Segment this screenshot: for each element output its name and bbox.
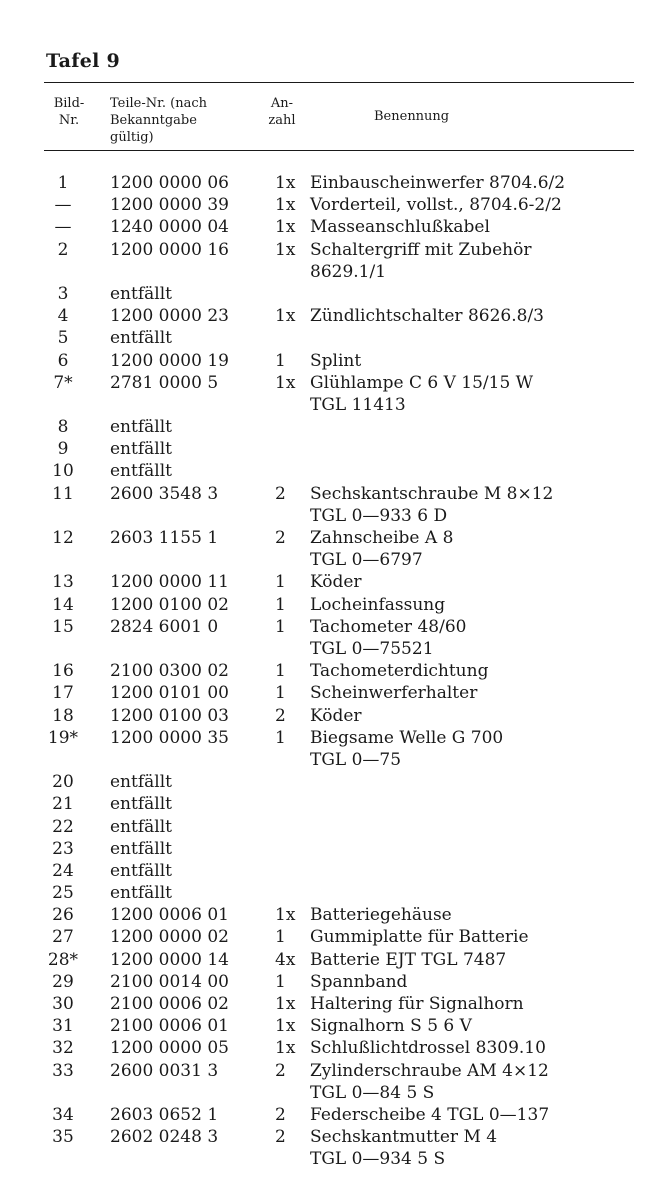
anzahl: 1	[275, 594, 286, 615]
anzahl: 1x	[275, 905, 296, 926]
header-teile-nr	[110, 95, 250, 146]
bild-nr: 11	[52, 483, 74, 504]
teile-nr: entfällt	[110, 439, 172, 460]
benennung-line: Batteriegehäuse	[310, 905, 452, 926]
anzahl: 1	[275, 616, 286, 637]
teile-nr: 2603 1155 1	[110, 528, 219, 549]
anzahl: 2	[275, 705, 286, 726]
bild-nr: 12	[52, 528, 74, 549]
bild-nr: 30	[52, 994, 74, 1015]
benennung	[310, 971, 640, 993]
teile-nr: entfällt	[110, 794, 172, 815]
table-row	[0, 1126, 660, 1170]
benennung	[310, 1126, 640, 1170]
table-row	[0, 993, 660, 1015]
benennung-line: TGL 0—6797	[310, 550, 423, 571]
bild-nr: 29	[52, 971, 74, 992]
benennung	[310, 350, 640, 372]
benennung-line: Tachometer 48/60	[310, 616, 467, 637]
teile-nr: 2100 0300 02	[110, 661, 229, 682]
bild-nr: 10	[52, 461, 74, 482]
teile-nr: entfällt	[110, 461, 172, 482]
bild-nr: 15	[52, 616, 74, 637]
teile-nr: entfällt	[110, 860, 172, 881]
teile-nr: entfällt	[110, 772, 172, 793]
benennung	[310, 660, 640, 682]
benennung	[310, 1037, 640, 1059]
bild-nr: 21	[52, 794, 74, 815]
header-bild-line: Bild-	[53, 96, 85, 111]
table-row	[0, 1015, 660, 1037]
benennung-line: Schaltergriff mit Zubehör	[310, 239, 532, 260]
teile-nr: 1200 0100 03	[110, 705, 229, 726]
benennung	[310, 727, 640, 771]
bild-nr: 3	[57, 283, 69, 304]
benennung	[310, 616, 640, 660]
table-row	[0, 372, 660, 416]
benennung-line: Schlußlichtdrossel 8309.10	[310, 1038, 546, 1059]
benennung-line: Tachometerdichtung	[310, 661, 489, 682]
table-row	[0, 660, 660, 682]
table-row	[0, 172, 660, 194]
table-row	[0, 860, 660, 882]
benennung	[310, 926, 640, 948]
teile-nr: entfällt	[110, 838, 172, 859]
table-row	[0, 1037, 660, 1059]
teile-nr: 1200 0000 05	[110, 1038, 229, 1059]
header-top-rule	[44, 82, 634, 83]
benennung-line: TGL 0—84 5 S	[310, 1082, 435, 1103]
benennung-line: Zylinderschraube AM 4×12	[310, 1060, 549, 1081]
header-bild-line: Nr.	[58, 113, 80, 128]
benennung	[310, 483, 640, 527]
table-row	[0, 971, 660, 993]
benennung-line: 8629.1/1	[310, 261, 387, 282]
table-row	[0, 926, 660, 948]
table-row	[0, 216, 660, 238]
bild-nr: 14	[52, 594, 74, 615]
teile-nr: 2602 0248 3	[110, 1127, 219, 1148]
anzahl: 1	[275, 572, 286, 593]
teile-nr: 1200 0000 11	[110, 572, 229, 593]
table-row	[0, 194, 660, 216]
teile-nr: 2600 0031 3	[110, 1060, 219, 1081]
header-anzahl-line: An-	[270, 96, 294, 111]
teile-nr: entfällt	[110, 328, 172, 349]
table-row	[0, 283, 660, 305]
parts-list	[0, 172, 660, 1171]
bild-nr: 6	[57, 350, 69, 371]
benennung-line: TGL 11413	[310, 394, 406, 415]
anzahl: 1	[275, 661, 286, 682]
page-title: Tafel 9	[46, 50, 121, 72]
benennung-line: Spannband	[310, 971, 408, 992]
anzahl: 1x	[275, 994, 296, 1015]
benennung-line: Einbauscheinwerfer 8704.6/2	[310, 173, 566, 193]
header-bottom-rule	[44, 150, 634, 151]
benennung	[310, 372, 640, 416]
teile-nr: 2600 3548 3	[110, 483, 219, 504]
bild-nr: 24	[52, 860, 74, 881]
anzahl: 1x	[275, 195, 296, 216]
benennung	[310, 904, 640, 926]
bild-nr: 19*	[47, 727, 79, 748]
teile-nr: 2781 0000 5	[110, 372, 219, 393]
anzahl: 1x	[275, 306, 296, 327]
table-row	[0, 949, 660, 971]
header-benennung: Benennung	[374, 109, 450, 124]
table-row	[0, 1104, 660, 1126]
benennung-line: Gummiplatte für Batterie	[310, 927, 529, 948]
bild-nr: 34	[52, 1104, 74, 1125]
anzahl: 1	[275, 927, 286, 948]
teile-nr: 2603 0652 1	[110, 1104, 219, 1125]
table-row	[0, 527, 660, 571]
anzahl: 2	[275, 1104, 286, 1125]
teile-nr: entfällt	[110, 283, 172, 304]
table-row	[0, 571, 660, 593]
table-row	[0, 816, 660, 838]
bild-nr: 13	[52, 572, 74, 593]
anzahl: 1	[275, 727, 286, 748]
benennung-line: Glühlampe C 6 V 15/15 W	[310, 372, 534, 393]
table-row	[0, 793, 660, 815]
header-anzahl	[262, 95, 302, 129]
table-row	[0, 483, 660, 527]
bild-nr: —	[54, 195, 72, 216]
teile-nr: 1200 0000 02	[110, 927, 229, 948]
anzahl: 1x	[275, 1038, 296, 1059]
table-row	[0, 682, 660, 704]
anzahl: 1x	[275, 239, 296, 260]
teile-nr: entfällt	[110, 883, 172, 904]
table-row	[0, 616, 660, 660]
benennung	[310, 705, 640, 727]
teile-nr: 2100 0014 00	[110, 971, 229, 992]
anzahl: 1x	[275, 217, 296, 238]
bild-nr: —	[54, 217, 72, 238]
bild-nr: 35	[52, 1127, 74, 1148]
bild-nr: 5	[57, 328, 69, 349]
table-row	[0, 904, 660, 926]
bild-nr: 32	[52, 1038, 74, 1059]
header-teile-line: Bekanntgabe	[110, 113, 197, 128]
benennung-line: TGL 0—933 6 D	[310, 505, 448, 526]
benennung-line: Köder	[310, 705, 362, 726]
table-row	[0, 838, 660, 860]
benennung-line: Signalhorn S 5 6 V	[310, 1016, 472, 1037]
table-row	[0, 460, 660, 482]
benennung-line: Batterie EJT TGL 7487	[310, 949, 507, 970]
teile-nr: 1200 0006 01	[110, 905, 229, 926]
header-anzahl-line: zahl	[268, 113, 296, 128]
anzahl: 1	[275, 683, 286, 704]
bild-nr: 27	[52, 927, 74, 948]
teile-nr: 1200 0100 02	[110, 594, 229, 615]
benennung-line: TGL 0—75521	[310, 638, 434, 659]
teile-nr: 1200 0000 35	[110, 727, 229, 748]
benennung-line: Locheinfassung	[310, 594, 446, 615]
bild-nr: 23	[52, 838, 74, 859]
benennung-line: Zahnscheibe A 8	[310, 528, 454, 549]
teile-nr: 1200 0000 06	[110, 173, 229, 193]
anzahl: 2	[275, 528, 286, 549]
table-row	[0, 350, 660, 372]
benennung	[310, 993, 640, 1015]
teile-nr: 1200 0000 14	[110, 949, 229, 970]
benennung	[310, 527, 640, 571]
bild-nr: 4	[57, 306, 69, 327]
teile-nr: 1240 0000 04	[110, 217, 229, 238]
bild-nr: 16	[52, 661, 74, 682]
header-teile-line: Teile-Nr. (nach	[110, 96, 208, 111]
benennung-line: Zündlichtschalter 8626.8/3	[310, 306, 544, 327]
teile-nr: 1200 0000 39	[110, 195, 229, 216]
benennung-line: Scheinwerferhalter	[310, 683, 478, 704]
teile-nr: entfällt	[110, 417, 172, 438]
table-row	[0, 1060, 660, 1104]
teile-nr: entfällt	[110, 816, 172, 837]
table-row	[0, 727, 660, 771]
anzahl: 2	[275, 1127, 286, 1148]
benennung	[310, 1015, 640, 1037]
anzahl: 4x	[275, 949, 296, 970]
anzahl: 1x	[275, 1016, 296, 1037]
teile-nr: 1200 0101 00	[110, 683, 229, 704]
benennung-line: Masseanschlußkabel	[310, 217, 490, 238]
benennung	[310, 239, 640, 283]
benennung-line: Sechskantschraube M 8×12	[310, 483, 554, 504]
table-row	[0, 305, 660, 327]
bild-nr: 31	[52, 1016, 74, 1037]
header-teile-line: gültig)	[110, 130, 154, 145]
anzahl: 2	[275, 483, 286, 504]
benennung	[310, 172, 640, 194]
teile-nr: 1200 0000 19	[110, 350, 229, 371]
teile-nr: 2824 6001 0	[110, 616, 219, 637]
table-row	[0, 327, 660, 349]
bild-nr: 2	[57, 239, 69, 260]
benennung-line: Haltering für Signalhorn	[310, 994, 524, 1015]
anzahl: 1	[275, 350, 286, 371]
benennung	[310, 194, 640, 216]
table-row	[0, 705, 660, 727]
bild-nr: 18	[52, 705, 74, 726]
benennung-line: Biegsame Welle G 700	[310, 727, 504, 748]
teile-nr: 1200 0000 23	[110, 306, 229, 327]
table-row	[0, 594, 660, 616]
benennung	[310, 949, 640, 971]
benennung	[310, 1060, 640, 1104]
table-row	[0, 239, 660, 283]
benennung-line: TGL 0—934 5 S	[310, 1149, 446, 1170]
table-row	[0, 882, 660, 904]
teile-nr: 2100 0006 02	[110, 994, 229, 1015]
bild-nr: 1	[57, 173, 69, 193]
bild-nr: 7*	[53, 372, 73, 393]
benennung-line: TGL 0—75	[310, 749, 402, 770]
anzahl: 1x	[275, 372, 296, 393]
bild-nr: 25	[52, 883, 74, 904]
bild-nr: 26	[52, 905, 74, 926]
bild-nr: 33	[52, 1060, 74, 1081]
benennung	[310, 571, 640, 593]
bild-nr: 9	[57, 439, 69, 460]
benennung-line: Sechskantmutter M 4	[310, 1127, 498, 1148]
teile-nr: 2100 0006 01	[110, 1016, 229, 1037]
benennung-line: Köder	[310, 572, 362, 593]
header-bild-nr	[46, 95, 92, 129]
table-row	[0, 416, 660, 438]
benennung	[310, 682, 640, 704]
anzahl: 1	[275, 971, 286, 992]
bild-nr: 17	[52, 683, 74, 704]
benennung-line: Federscheibe 4 TGL 0—137	[310, 1104, 550, 1125]
benennung	[310, 216, 640, 238]
table-row	[0, 438, 660, 460]
bild-nr: 22	[52, 816, 74, 837]
benennung	[310, 594, 640, 616]
anzahl: 2	[275, 1060, 286, 1081]
bild-nr: 20	[52, 772, 74, 793]
benennung-line: Vorderteil, vollst., 8704.6-2/2	[310, 195, 562, 216]
benennung	[310, 1104, 640, 1126]
table-row	[0, 771, 660, 793]
teile-nr: 1200 0000 16	[110, 239, 229, 260]
benennung-line: Splint	[310, 350, 362, 371]
anzahl: 1x	[275, 173, 296, 193]
bild-nr: 28*	[47, 949, 79, 970]
benennung	[310, 305, 640, 327]
bild-nr: 8	[57, 417, 69, 438]
